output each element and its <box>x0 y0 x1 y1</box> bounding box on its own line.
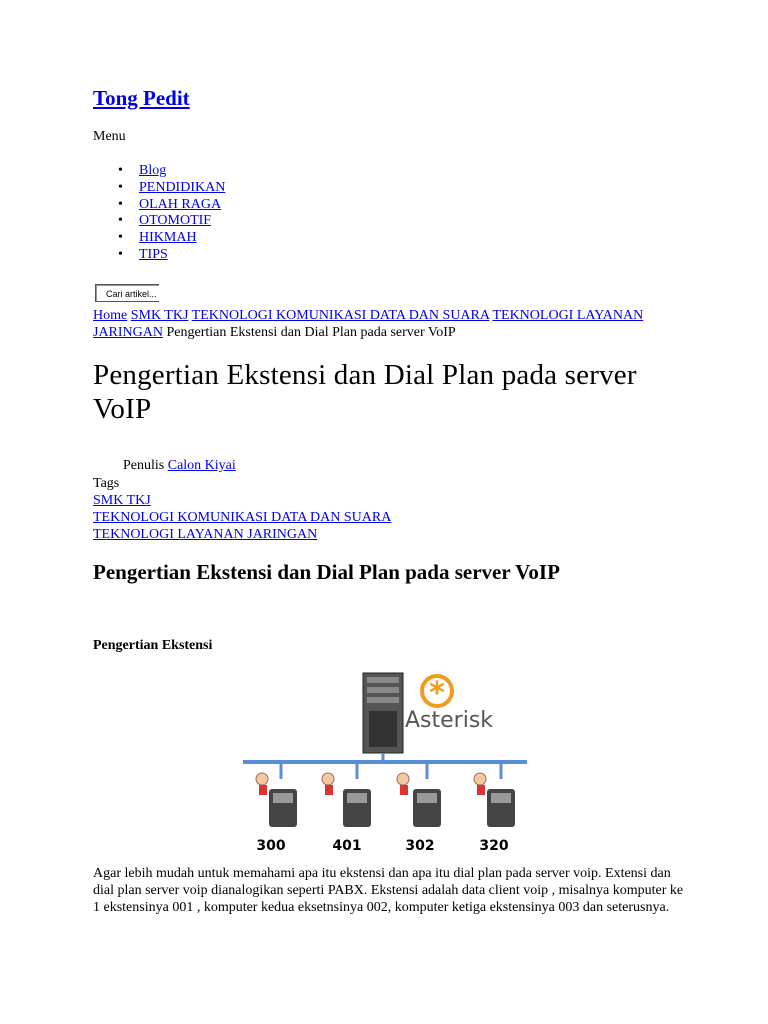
menu-link-hikmah[interactable]: HIKMAH <box>139 230 197 246</box>
site-title-link[interactable]: Tong Pedit <box>93 86 190 110</box>
menu-label: Menu <box>93 129 126 144</box>
menu-link-olah-raga[interactable]: OLAH RAGA <box>139 196 222 212</box>
bullet-icon: • <box>118 179 123 195</box>
asterisk-network-diagram <box>229 669 539 854</box>
bullet-icon: • <box>118 246 123 262</box>
menu-item-otomotif <box>93 213 225 230</box>
menu-item-tips <box>93 247 225 264</box>
breadcrumb-current: Pengertian Ekstensi dan Dial Plan pada server VoIP <box>166 324 456 340</box>
tag-link-smk-tkj[interactable]: SMK TKJ <box>93 493 151 508</box>
sub-title: Pengertian Ekstensi <box>93 638 213 653</box>
tags-block <box>93 475 391 543</box>
body-paragraph: Agar lebih mudah untuk memahami apa itu ekstensi dan apa itu dial plan pada server voip. Extensi dan dial plan server voip dianalogikan seperti PABX. Ekstensi adalah data client voip , misalnya komputer ke 1 ekstensinya 001 , komputer kedua eksetnsinya 002, komputer ketiga ekstensinya 003 dan seterusnya. <box>93 866 684 915</box>
post-author <box>123 458 236 474</box>
extension-label: 302 <box>405 838 435 854</box>
bullet-icon: • <box>118 213 123 229</box>
breadcrumb <box>93 308 683 342</box>
tag-link-tlj[interactable]: TEKNOLOGI LAYANAN JARINGAN <box>93 527 318 542</box>
bullet-icon: • <box>118 230 123 246</box>
extension-label: 300 <box>256 838 286 854</box>
menu-list <box>93 163 225 264</box>
menu-item-olah-raga <box>93 197 225 214</box>
bullet-icon: • <box>118 196 123 212</box>
breadcrumb-tlj-link[interactable]: TEKNOLOGI LAYANAN JARINGAN <box>93 308 644 340</box>
menu-link-pendidikan[interactable]: PENDIDIKAN <box>139 179 226 195</box>
menu-link-tips[interactable]: TIPS <box>139 246 168 262</box>
author-label: Penulis <box>123 458 165 473</box>
tags-label: Tags <box>93 476 120 491</box>
logo-text: Asterisk <box>405 708 494 733</box>
breadcrumb-tkds-link[interactable]: TEKNOLOGI KOMUNIKASI DATA DAN SUARA <box>191 308 490 323</box>
menu-item-pendidikan <box>93 180 225 197</box>
menu-link-otomotif[interactable]: OTOMOTIF <box>139 213 212 229</box>
user-icon <box>256 773 268 785</box>
section-title: Pengertian Ekstensi dan Dial Plan pada server VoIP <box>93 560 560 584</box>
bullet-icon: • <box>118 163 123 178</box>
user-icon <box>474 773 486 785</box>
post-title: Pengertian Ekstensi dan Dial Plan pada server VoIP <box>93 359 637 425</box>
server-icon <box>363 673 403 753</box>
menu-item-hikmah <box>93 230 225 247</box>
breadcrumb-smk-tkj-link[interactable]: SMK TKJ <box>130 308 189 323</box>
svg-text:*: * <box>429 676 445 711</box>
menu-item-blog <box>93 163 225 180</box>
search-input[interactable]: Cari artikel... <box>95 284 159 302</box>
menu-link-blog[interactable]: Blog <box>139 163 167 178</box>
extension-label: 320 <box>479 838 509 854</box>
tag-link-tkds[interactable]: TEKNOLOGI KOMUNIKASI DATA DAN SUARA <box>93 510 392 525</box>
author-link[interactable]: Calon Kiyai <box>167 458 236 473</box>
breadcrumb-home-link[interactable]: Home <box>93 308 128 323</box>
user-icon <box>397 773 409 785</box>
extension-label: 401 <box>332 838 362 854</box>
user-icon <box>322 773 334 785</box>
